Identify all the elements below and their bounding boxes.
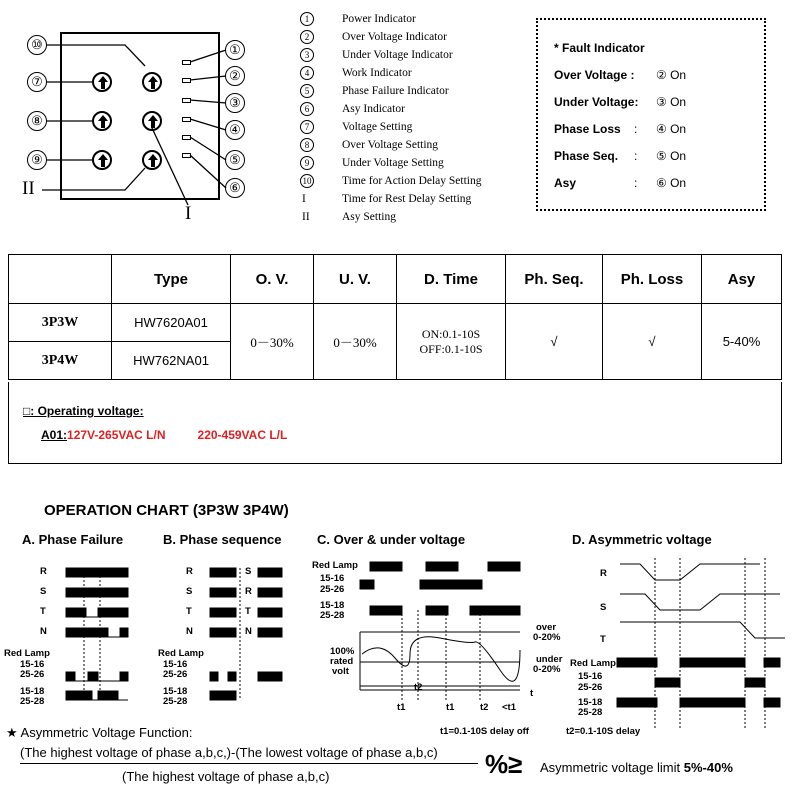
chart-d-t2-note: t2=0.1-10S delay [566, 726, 641, 737]
chart-b-left-label: S [186, 586, 193, 597]
chart-c-t1: t1 [397, 702, 406, 713]
fault-label: Phase Seq. [554, 149, 619, 163]
chart-title: OPERATION CHART (3P3W 3P4W) [44, 502, 289, 519]
chart-c-under-pct: 0-20% [533, 664, 561, 675]
table-header-dtime: D. Time [397, 255, 506, 304]
chart-b-right-label: N [245, 626, 252, 637]
fault-row [554, 67, 687, 83]
label-II: II [22, 178, 35, 199]
chart-c-t1-note: t1=0.1-10S delay off [440, 726, 529, 737]
under-voltage-knob [92, 150, 112, 170]
operating-voltage-box [8, 382, 782, 464]
chart-d-2526: 25-26 [578, 682, 603, 693]
table-cell-phloss: √ [603, 304, 702, 380]
label-4: ④ [225, 120, 245, 140]
chart-d-r-label: R [600, 568, 607, 579]
fault-indicator-box [536, 18, 766, 211]
table-header-asy: Asy [702, 255, 782, 304]
chart-d-redlamp: Red Lamp [570, 658, 616, 669]
chart-c-2526: 25-26 [320, 584, 345, 595]
legend-number: 6 [300, 102, 314, 116]
chart-d-waves [617, 658, 780, 707]
fault-label: Under Voltage: [554, 95, 639, 109]
fault-label: Asy [554, 176, 577, 190]
led-4 [182, 117, 191, 122]
fault-row [554, 94, 687, 110]
formula-denominator: (The highest voltage of phase a,b,c) [122, 769, 330, 784]
label-1: ① [225, 40, 245, 60]
chart-c-title: C. Over & under voltage [317, 532, 466, 547]
chart-c-over: over [536, 622, 557, 633]
table-header-ov: O. V. [231, 255, 314, 304]
chart-b-left-label: N [186, 626, 193, 637]
formula-limit-value: 5%-40% [683, 760, 733, 775]
fault-row [554, 121, 687, 137]
legend-text: Voltage Setting [342, 121, 413, 133]
over-voltage-knob [92, 111, 112, 131]
chart-b-left-label: T [186, 606, 192, 617]
chart-c-rated1: 100% [330, 646, 355, 657]
table-header-blank [9, 255, 112, 304]
led-1 [182, 60, 191, 65]
voltage-setting-knob [92, 72, 112, 92]
chart-a-title: A. Phase Failure [22, 532, 124, 547]
chart-c-t-axis: t [530, 688, 534, 699]
fault-value: ③ On [656, 95, 687, 109]
chart-a-phase-label: T [40, 606, 46, 617]
chart-d-2528: 25-28 [578, 707, 603, 718]
chart-c-lt1: <t1 [502, 702, 516, 713]
legend-text: Asy Indicator [342, 103, 405, 115]
legend-number: 7 [300, 120, 314, 134]
table-cell-phseq: √ [506, 304, 603, 380]
led-2 [182, 78, 191, 83]
delay-setting-knob [142, 72, 162, 92]
chart-b-right-label: T [245, 606, 251, 617]
chart-c-rated2: rated [330, 656, 354, 667]
fault-value: ② On [656, 68, 687, 82]
chart-d-t-label: T [600, 634, 606, 645]
chart-b-redlamp: Red Lamp [158, 648, 204, 659]
chart-a-redlamp: Red Lamp [4, 648, 50, 659]
fault-colon: : [634, 149, 638, 163]
chart-b-1518: 15-18 [163, 686, 188, 697]
chart-c-waves [360, 562, 520, 615]
chart-a-2528: 25-28 [20, 696, 45, 707]
chart-c-t2: t2 [414, 682, 423, 693]
label-5: ⑤ [225, 150, 245, 170]
table-cell-sys-1: 3P3W [9, 304, 112, 342]
chart-c-t2b: t2 [480, 702, 489, 713]
chart-b-title: B. Phase sequence [163, 532, 282, 547]
chart-a-2526: 25-26 [20, 669, 45, 680]
fault-value: ⑤ On [656, 149, 687, 163]
fault-colon: : [634, 176, 638, 190]
legend-number: II [302, 211, 310, 223]
operating-code: A01: [41, 428, 68, 442]
label-6: ⑥ [225, 178, 245, 198]
table-header-type: Type [112, 255, 231, 304]
formula-numerator: (The highest voltage of phase a,b,c,)-(The lowest voltage of phase a,b,c) [20, 745, 438, 760]
legend-text: Asy Setting [342, 211, 396, 223]
chart-d-title: D. Asymmetric voltage [572, 532, 712, 547]
formula-limit [540, 760, 733, 775]
legend-text: Phase Failure Indicator [342, 85, 449, 97]
chart-c-redlamp: Red Lamp [312, 560, 358, 571]
chart-b-right-label: R [245, 586, 252, 597]
table-cell-asy: 5-40% [702, 304, 782, 380]
chart-c-over-pct: 0-20% [533, 632, 561, 643]
chart-b-2528: 25-28 [163, 696, 188, 707]
table-header-phloss: Ph. Loss [603, 255, 702, 304]
chart-b-1516: 15-16 [163, 659, 188, 670]
chart-a-phase-label: R [40, 566, 47, 577]
legend-number: 2 [300, 30, 314, 44]
label-9: ⑨ [27, 150, 47, 170]
spec-table [8, 254, 782, 380]
legend-number: 10 [300, 174, 314, 188]
led-6 [182, 153, 191, 158]
legend-text: Work Indicator [342, 67, 412, 79]
chart-b-right-label: S [245, 566, 252, 577]
dtime-on: ON:0.1-10S [421, 326, 481, 341]
fault-row [554, 148, 687, 164]
chart-c-rated3: volt [332, 666, 349, 677]
table-header-phseq: Ph. Seq. [506, 255, 603, 304]
chart-c-1516: 15-16 [320, 573, 345, 584]
legend-number: 3 [300, 48, 314, 62]
chart-a-1518: 15-18 [20, 686, 45, 697]
asy-setting-knob [142, 150, 162, 170]
operating-title: □: Operating voltage: [23, 404, 144, 418]
legend-text: Power Indicator [342, 13, 416, 25]
legend-text: Time for Rest Delay Setting [342, 193, 472, 205]
label-10: ⑩ [27, 35, 47, 55]
label-I: I [185, 203, 192, 224]
legend-number: I [302, 193, 306, 205]
table-cell-dtime [397, 304, 506, 380]
label-7: ⑦ [27, 72, 47, 92]
dtime-off: OFF:0.1-10S [419, 341, 483, 356]
formula-limit-text: Asymmetric voltage limit [540, 760, 684, 775]
legend-text: Over Voltage Setting [342, 139, 439, 151]
legend-text: Over Voltage Indicator [342, 31, 447, 43]
operating-v1: 127V-265VAC L/N [67, 428, 166, 442]
table-header-uv: U. V. [314, 255, 397, 304]
formula-star: ★ Asymmetric Voltage Function: [6, 725, 193, 740]
operating-values [41, 428, 287, 442]
chart-b-2526: 25-26 [163, 669, 188, 680]
chart-a-waves [66, 568, 128, 700]
label-2: ② [225, 66, 245, 86]
fault-colon: : [634, 122, 638, 136]
operating-v2: 220-459VAC L/L [197, 428, 288, 442]
chart-d-s-label: S [600, 602, 607, 613]
legend-number: 9 [300, 156, 314, 170]
fault-label: Phase Loss [554, 122, 621, 136]
led-5 [182, 135, 191, 140]
chart-c-2528: 25-28 [320, 610, 345, 621]
fault-title: * Fault Indicator [554, 41, 645, 55]
chart-d-1518: 15-18 [578, 697, 603, 708]
legend-number: 8 [300, 138, 314, 152]
rest-delay-knob [142, 111, 162, 131]
fault-label: Over Voltage : [554, 68, 635, 82]
led-3 [182, 98, 191, 103]
chart-a-phase-label: S [40, 586, 47, 597]
legend-number: 4 [300, 66, 314, 80]
chart-a-phase-label: N [40, 626, 47, 637]
fault-row [554, 175, 687, 191]
legend-number: 5 [300, 84, 314, 98]
label-3: ③ [225, 93, 245, 113]
formula-fraction-line [20, 763, 478, 764]
table-cell-ov: 0－30% [231, 304, 314, 380]
legend-number: 1 [300, 12, 314, 26]
chart-c-1518: 15-18 [320, 600, 345, 611]
chart-b-left-label: R [186, 566, 193, 577]
chart-a-1516: 15-16 [20, 659, 45, 670]
formula-symbol: %≥ [485, 749, 523, 779]
chart-d-1516: 15-16 [578, 671, 603, 682]
fault-value: ⑥ On [656, 176, 687, 190]
table-cell-uv: 0－30% [314, 304, 397, 380]
legend-text: Under Voltage Setting [342, 157, 444, 169]
legend-text: Time for Action Delay Setting [342, 175, 482, 187]
table-cell-type-2: HW762NA01 [112, 342, 231, 380]
label-8: ⑧ [27, 111, 47, 131]
fault-value: ④ On [656, 122, 687, 136]
chart-c-t1b: t1 [446, 702, 455, 713]
legend-text: Under Voltage Indicator [342, 49, 453, 61]
table-cell-type-1: HW7620A01 [112, 304, 231, 342]
chart-c-under: under [536, 654, 563, 665]
device-leader-lines [0, 0, 260, 230]
table-cell-sys-2: 3P4W [9, 342, 112, 380]
